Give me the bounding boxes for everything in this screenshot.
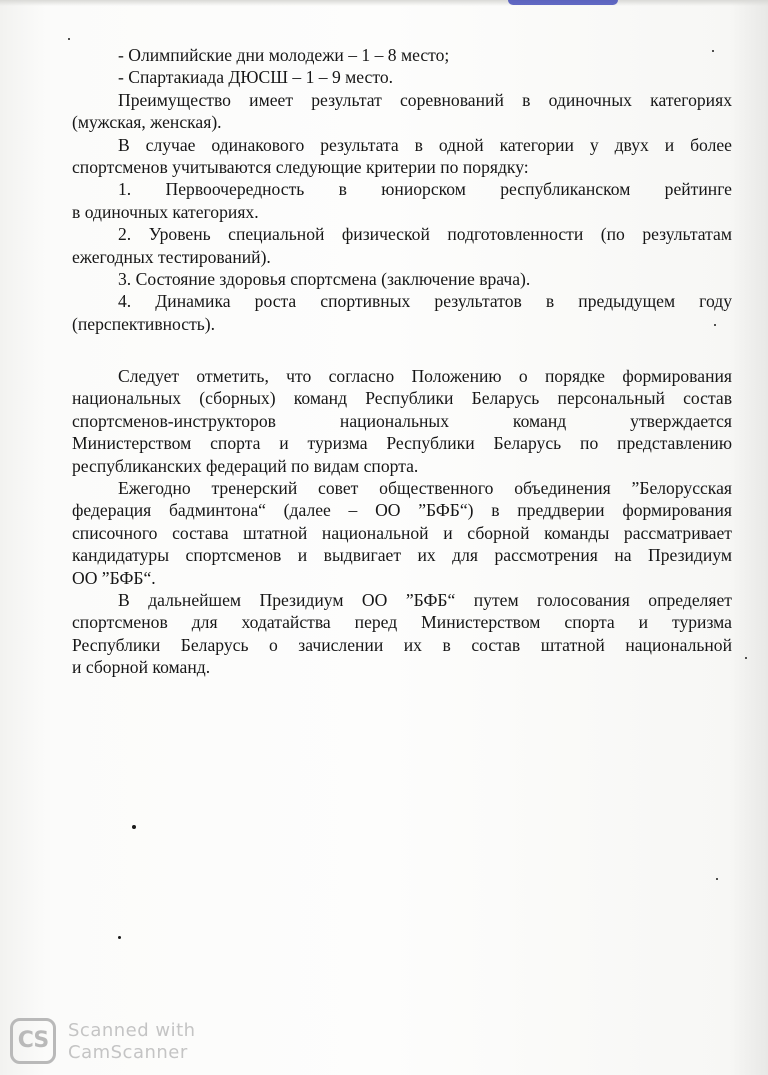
paragraph-council-line-1: Ежегодно тренерский совет общественного объединения ”Белорусская [118, 478, 732, 499]
paragraph-presidium-line-1: В дальнейшем Президиум ОО ”БФБ“ путем голосования определяет [118, 589, 732, 610]
criterion-2-line-2: ежегодных тестирований). [72, 246, 271, 267]
paragraph-regulation-line-2: национальных (сборных) команд Республики Беларусь персональный состав [72, 388, 732, 409]
paragraph-council-line-5: ОО ”БФБ“. [72, 567, 156, 588]
paragraph-regulation-line-4: Министерством спорта и туризма Республики Беларусь по представлению [72, 433, 732, 454]
paragraph-presidium-line-4: и сборной команд. [72, 657, 211, 678]
scan-speck [68, 38, 70, 40]
paragraph-advantage-line-1: Преимущество имеет результат соревнований в одиночных категориях [118, 89, 732, 110]
watermark-line-1: Scanned with [68, 1020, 196, 1041]
paragraph-regulation-line-5: республиканских федераций по видам спорта. [72, 455, 419, 476]
paragraph-regulation-line-3: спортсменов-инструкторов национальных команд утверждается [72, 410, 732, 431]
criterion-4-line-2: (перспективность). [72, 313, 216, 334]
paragraph-presidium-line-2: спортсменов для ходатайства перед Министерством спорта и туризма [72, 612, 732, 633]
camscanner-logo-icon: CS [10, 1018, 56, 1064]
paragraph-tie-line-2: спортсменов учитываются следующие критерии по порядку: [72, 156, 529, 177]
paragraph-spacer [72, 335, 732, 365]
paragraph-tie-line-1: В случае одинакового результата в одной категории у двух и более [118, 134, 732, 155]
page-top-edge [0, 0, 768, 6]
paragraph-regulation-line-1: Следует отметить, что согласно Положению о порядке формирования [118, 366, 732, 387]
document-body [72, 44, 732, 679]
scan-speck [716, 878, 718, 880]
criterion-1-line-1: 1. Первоочередность в юниорском республиканском рейтинге [118, 179, 732, 200]
paragraph-council-line-2: федерация бадминтона“ (далее – ОО ”БФБ“) в преддверии формирования [72, 500, 732, 521]
scan-speck [745, 657, 747, 659]
list-item-spartakiad: - Спартакиада ДЮСШ – 1 – 9 место. [118, 67, 394, 88]
watermark-line-2: CamScanner [68, 1042, 188, 1063]
criterion-2-line-1: 2. Уровень специальной физической подготовленности (по результатам [118, 224, 732, 245]
scan-speck [132, 825, 136, 829]
paragraph-council-line-3: списочного состава штатной национальной и сборной команды рассматривает [72, 522, 732, 543]
list-item-olympic-days: - Олимпийские дни молодежи – 1 – 8 место; [118, 45, 450, 65]
scan-speck [118, 936, 121, 939]
criterion-3: 3. Состояние здоровья спортсмена (заключение врача). [118, 268, 531, 289]
criterion-1-line-2: в одиночных категориях. [72, 201, 259, 222]
scan-speck [712, 50, 714, 52]
paragraph-council-line-4: кандидатуры спортсменов и выдвигает их для рассмотрения на Президиум [72, 545, 732, 566]
scan-speck [714, 324, 716, 326]
paragraph-presidium-line-3: Республики Беларусь о зачислении их в состав штатной национальной [72, 634, 732, 655]
criterion-4-line-1: 4. Динамика роста спортивных результатов в предыдущем году [118, 291, 732, 312]
watermark-text [68, 1020, 196, 1064]
paragraph-advantage-line-2: (мужская, женская). [72, 112, 222, 133]
camscanner-watermark [10, 1018, 250, 1066]
